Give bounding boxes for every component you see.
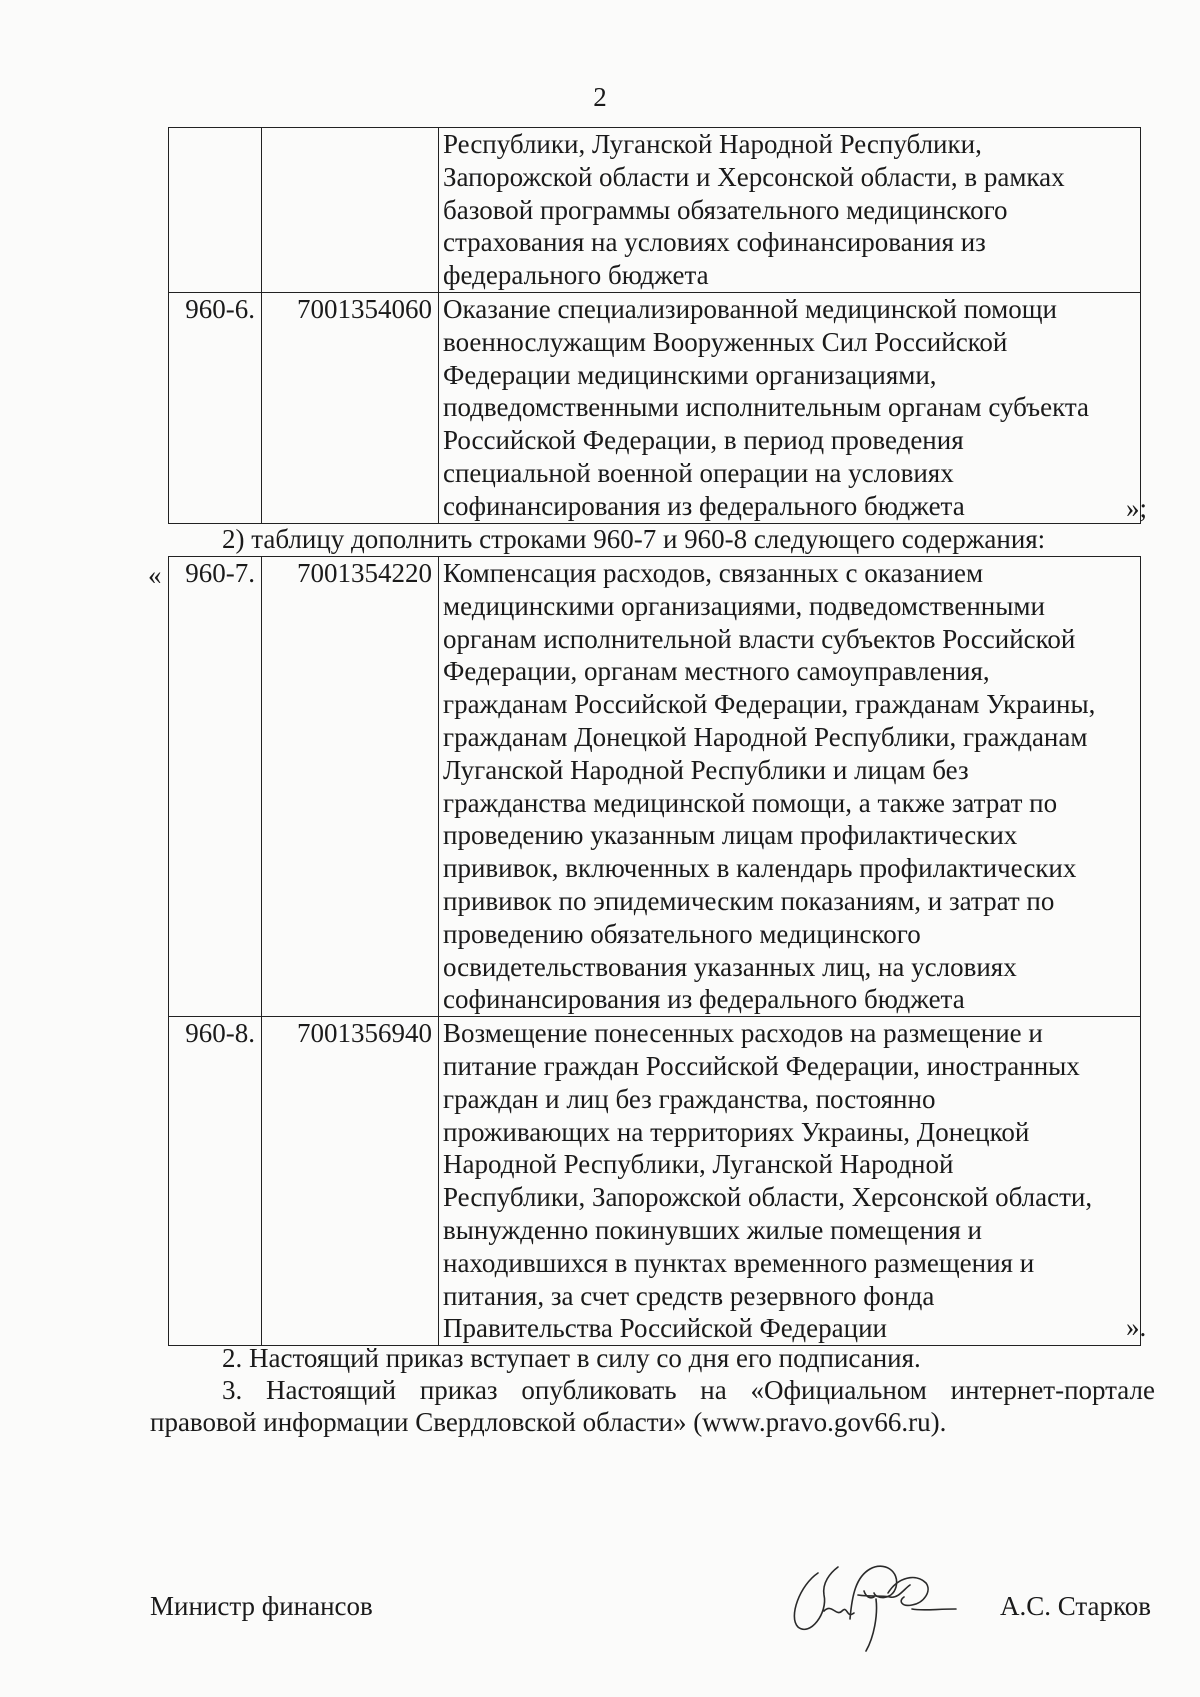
table-row bbox=[169, 292, 1141, 523]
row-code-cell: 7001354060 bbox=[262, 292, 439, 523]
description-line: вынужденно покинувших жилые помещения и bbox=[443, 1214, 982, 1245]
description-line: Возмещение понесенных расходов на размещение и bbox=[443, 1018, 1043, 1049]
row-code-cell: 7001354220 bbox=[262, 557, 439, 1017]
description-line: Народной Республики, Луганской Народной bbox=[443, 1149, 954, 1180]
description-line: Республики, Луганской Народной Республики, bbox=[443, 129, 982, 159]
table-row bbox=[169, 557, 1141, 1017]
description-line: подведомственными исполнительным органам субъекта bbox=[443, 392, 1089, 423]
description-line: Запорожской области и Херсонской области, в рамках bbox=[443, 161, 1065, 192]
signature-image bbox=[780, 1555, 960, 1655]
description-line: граждан и лиц без гражданства, постоянно bbox=[443, 1083, 936, 1114]
closing-quote: ». bbox=[1126, 1312, 1147, 1342]
item-2-text: 2) таблицу дополнить строками 960-7 и 960-8 следующего содержания: bbox=[222, 524, 1046, 554]
point-3-line-1: 3. Настоящий приказ опубликовать на «Официальном интернет-портале bbox=[222, 1375, 1155, 1405]
point-3-line-2: правовой информации Свердловской области» (www.pravo.gov66.ru). bbox=[150, 1407, 947, 1437]
codes-table-addition bbox=[168, 556, 1141, 1346]
description-line: прививок, включенных в календарь профилактических bbox=[443, 853, 1077, 884]
description-line: находившихся в пунктах временного размещения и bbox=[443, 1247, 1035, 1278]
description-line: страхования на условиях софинансирования из bbox=[443, 227, 986, 258]
description-line: гражданства медицинской помощи, а также затрат по bbox=[443, 787, 1058, 818]
closing-quote: »; bbox=[1126, 493, 1148, 523]
signatory-title: Министр финансов bbox=[150, 1591, 373, 1621]
description-line: гражданам Российской Федерации, гражданам Украины, bbox=[443, 689, 1096, 720]
row-number-cell: 960-7. bbox=[169, 557, 262, 1017]
description-line: специальной военной операции на условиях bbox=[443, 457, 954, 488]
description-line: Республики, Запорожской области, Херсонской области, bbox=[443, 1182, 1093, 1213]
row-number-cell: 960-6. bbox=[169, 292, 262, 523]
description-line: питания, за счет средств резервного фонда bbox=[443, 1280, 935, 1311]
description-line: Российской Федерации, в период проведения bbox=[443, 425, 964, 456]
codes-table-continued bbox=[168, 127, 1141, 524]
page-number: 2 bbox=[593, 82, 607, 112]
description-line: Правительства Российской Федерации bbox=[443, 1313, 887, 1344]
description-line: прививок по эпидемическим показаниям, и затрат по bbox=[443, 885, 1055, 916]
description-line: органам исполнительной власти субъектов Российской bbox=[443, 623, 1076, 654]
row-description-cell bbox=[439, 292, 1141, 523]
signatory-name: А.С. Старков bbox=[1000, 1591, 1152, 1621]
description-line: проведению обязательного медицинского bbox=[443, 918, 921, 949]
description-line: Луганской Народной Республики и лицам без bbox=[443, 754, 969, 785]
table-row bbox=[169, 128, 1141, 293]
description-line: гражданам Донецкой Народной Республики, гражданам bbox=[443, 721, 1088, 752]
description-line: Федерации, органам местного самоуправления, bbox=[443, 656, 990, 687]
table-row bbox=[169, 1017, 1141, 1346]
opening-quote: « bbox=[148, 560, 162, 590]
description-line: военнослужащим Вооруженных Сил Российской bbox=[443, 326, 1008, 357]
row-code-cell bbox=[262, 128, 439, 293]
description-line: софинансирования из федерального бюджета bbox=[443, 984, 965, 1015]
description-line: софинансирования из федерального бюджета bbox=[443, 490, 965, 521]
row-description-cell bbox=[439, 128, 1141, 293]
description-line: питание граждан Российской Федерации, иностранных bbox=[443, 1050, 1080, 1081]
row-description-cell bbox=[439, 557, 1141, 1017]
description-line: Компенсация расходов, связанных с оказанием bbox=[443, 558, 984, 588]
row-code-cell: 7001356940 bbox=[262, 1017, 439, 1346]
description-line: базовой программы обязательного медицинского bbox=[443, 194, 1008, 225]
description-line: проживающих на территориях Украины, Донецкой bbox=[443, 1116, 1030, 1147]
row-number-cell: 960-8. bbox=[169, 1017, 262, 1346]
description-line: проведению указанным лицам профилактических bbox=[443, 820, 1018, 851]
description-line: Оказание специализированной медицинской помощи bbox=[443, 293, 1057, 324]
description-line: Федерации медицинскими организациями, bbox=[443, 359, 937, 390]
row-description-cell bbox=[439, 1017, 1141, 1346]
description-line: медицинскими организациями, подведомственными bbox=[443, 590, 1045, 621]
point-2: 2. Настоящий приказ вступает в силу со дня его подписания. bbox=[222, 1343, 921, 1373]
description-line: освидетельствования указанных лиц, на условиях bbox=[443, 951, 1017, 982]
row-number-cell bbox=[169, 128, 262, 293]
description-line: федерального бюджета bbox=[443, 260, 709, 291]
